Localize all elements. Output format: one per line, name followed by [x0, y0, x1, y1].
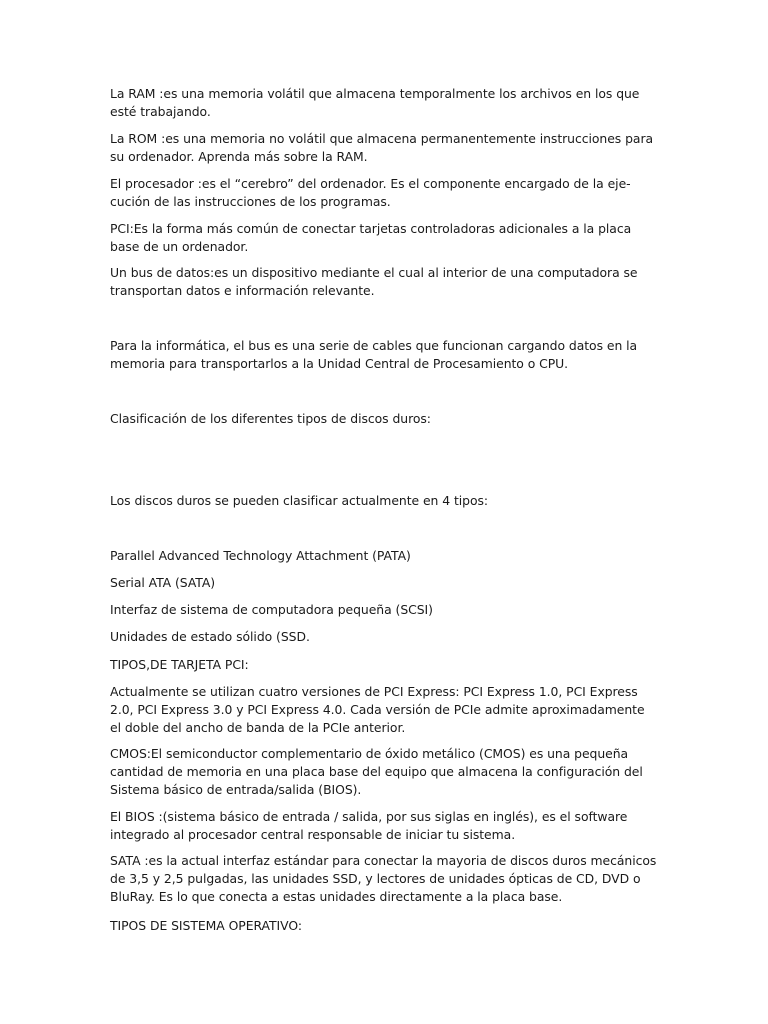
list-item-scsi: Interfaz de sistema de computadora pequeña (SCSI)	[110, 602, 433, 617]
paragraph-bus-informatica: Para la informática, el bus es una serie de cables que funcionan cargando datos en la memoria para transportarlos a la Unidad Central de Procesamiento o CPU.	[110, 338, 638, 371]
paragraph-sata-interfaz: SATA :es la actual interfaz estándar para conectar la mayoria de discos duros mecánicos de 3,5 y 2,5 pulgadas, las unidades SSD, y lectores de unidades ópticas de CD, DVD o BluRay. Es lo que conecta a estas unidades directamente a la placa base.	[110, 853, 657, 904]
list-item-pata: Parallel Advanced Technology Attachment (PATA)	[110, 548, 411, 563]
paragraph-pci-express: Actualmente se utilizan cuatro versiones de PCI Express: PCI Express 1.0, PCI Express 2.0, PCI Express 3.0 y PCI Express 4.0. Cada versión de PCIe admite aproximadamente el doble del ancho de banda de la PCIe anterior.	[110, 684, 645, 735]
list-item-sata: Serial ATA (SATA)	[110, 575, 216, 590]
paragraph-tipos-tarjeta-pci: TIPOS,DE TARJETA PCI:	[110, 657, 249, 672]
paragraph-procesador: El procesador :es el “cerebro” del ordenador. Es el componente encargado de la eje- cución de las instrucciones de los programas.	[110, 176, 631, 209]
paragraph-pci: PCI:Es la forma más común de conectar tarjetas controladoras adicionales a la placa base de un ordenador.	[110, 221, 632, 254]
paragraph-tipos-sistema-operativo: TIPOS DE SISTEMA OPERATIVO:	[110, 918, 302, 933]
paragraph-bus-de-datos: Un bus de datos:es un dispositivo mediante el cual al interior de una computadora se transportan datos e información relevante.	[110, 265, 638, 298]
paragraph-cmos: CMOS:El semiconductor complementario de óxido metálico (CMOS) es una pequeña cantidad de memoria en una placa base del equipo que almacena la configuración del Sistema básico de entrada/salida (BIOS).	[110, 746, 643, 797]
paragraph-rom: La ROM :es una memoria no volátil que almacena permanentemente instrucciones para su ordenador. Aprenda más sobre la RAM.	[110, 131, 654, 164]
paragraph-clasificacion-heading: Clasificación de los diferentes tipos de discos duros:	[110, 411, 431, 426]
paragraph-ram: La RAM :es una memoria volátil que almacena temporalmente los archivos en los que esté trabajando.	[110, 86, 640, 119]
paragraph-bios: El BIOS :(sistema básico de entrada / salida, por sus siglas en inglés), es el software integrado al procesador central responsable de iniciar tu sistema.	[110, 809, 628, 842]
list-item-ssd: Unidades de estado sólido (SSD.	[110, 629, 310, 644]
paragraph-cuatro-tipos: Los discos duros se pueden clasificar actualmente en 4 tipos:	[110, 493, 489, 508]
